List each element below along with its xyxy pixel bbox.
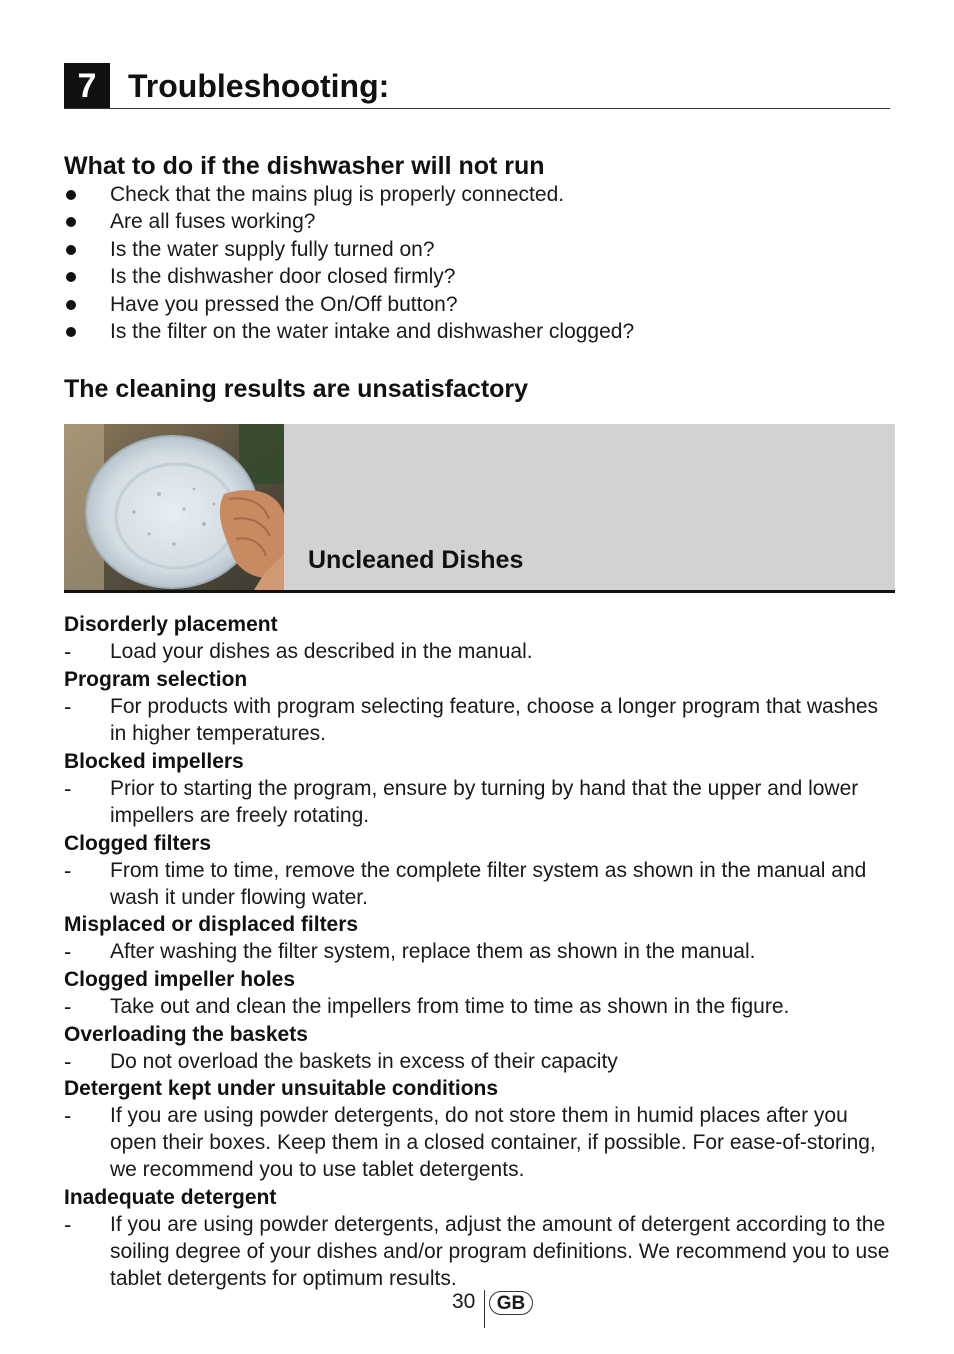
list-item <box>64 236 634 263</box>
dash-bullet: - <box>64 776 72 801</box>
list-item-text: Check that the mains plug is properly connected. <box>110 183 565 206</box>
section-text: - Load your dishes as described in the manual. <box>64 639 533 664</box>
section-text: - From time to time, remove the complete filter system as shown in the manual and wash it under flowing water. <box>64 858 867 909</box>
section-title: Program selection <box>64 668 248 691</box>
section-inadequate-detergent <box>64 1184 894 1292</box>
section-title: Overloading the baskets <box>64 1023 308 1046</box>
dash-bullet: - <box>64 994 72 1019</box>
list-item-text: Are all fuses working? <box>110 210 316 234</box>
list-item-text: Have you pressed the On/Off button? <box>110 292 458 316</box>
banner-title: Uncleaned Dishes <box>308 546 524 574</box>
chapter-number-badge: 7 <box>64 63 110 109</box>
dash-bullet: - <box>64 939 72 964</box>
section-text: - If you are using powder detergents, adjust the amount of detergent according to the soiling degree of your dishes and/or program definitions. We recommend you to use tablet detergents for optimum results. <box>64 1212 890 1290</box>
section-clogged-impeller-holes <box>64 966 894 1020</box>
not-run-heading: What to do if the dishwasher will not run <box>64 152 545 180</box>
dirty-plate-photo <box>64 424 284 590</box>
section-title: Clogged impeller holes <box>64 968 296 991</box>
section-text: - If you are using powder detergents, do not store them in humid places after you open their boxes. Keep them in a closed container, if possible. For ease-of-storing, we recommend you to use tablet detergents. <box>64 1103 876 1181</box>
list-item <box>64 318 634 345</box>
section-text: - Prior to starting the program, ensure by turning by hand that the upper and lower impellers are freely rotating. <box>64 776 859 827</box>
not-run-checklist <box>64 181 634 345</box>
dash-bullet: - <box>64 1103 72 1128</box>
list-item-text: Is the water supply fully turned on? <box>110 237 435 261</box>
section-disorderly-placement <box>64 611 894 665</box>
section-title: Clogged filters <box>64 832 212 855</box>
chapter-title: Troubleshooting: <box>128 68 390 104</box>
list-item <box>64 181 634 208</box>
list-item-text: Is the dishwasher door closed firmly? <box>110 265 456 289</box>
dash-bullet: - <box>64 694 72 719</box>
list-item <box>64 291 634 318</box>
page-number: 30 <box>452 1290 476 1313</box>
dash-bullet: - <box>64 1212 72 1237</box>
section-text: - After washing the filter system, replace them as shown in the manual. <box>64 939 756 964</box>
section-overloading-baskets <box>64 1021 894 1075</box>
list-item <box>64 208 634 235</box>
footer-divider <box>484 1290 485 1328</box>
section-misplaced-filters <box>64 911 894 965</box>
section-detergent-conditions <box>64 1075 894 1183</box>
bullet-icon <box>66 245 76 255</box>
dash-bullet: - <box>64 639 72 664</box>
section-title: Detergent kept under unsuitable conditions <box>64 1077 499 1100</box>
dash-bullet: - <box>64 858 72 883</box>
section-text: - Do not overload the baskets in excess of their capacity <box>64 1049 618 1074</box>
language-badge: GB <box>489 1291 533 1315</box>
bullet-icon <box>66 300 76 310</box>
section-title: Blocked impellers <box>64 750 244 773</box>
dash-bullet: - <box>64 1049 72 1074</box>
section-program-selection <box>64 666 894 747</box>
section-text: - For products with program selecting feature, choose a longer program that washes in higher temperatures. <box>64 694 879 745</box>
section-title: Disorderly placement <box>64 613 278 636</box>
section-blocked-impellers <box>64 748 894 829</box>
section-text: - Take out and clean the impellers from time to time as shown in the figure. <box>64 994 790 1019</box>
bullet-icon <box>66 327 76 337</box>
bullet-icon <box>66 190 76 200</box>
section-title: Misplaced or displaced filters <box>64 913 359 936</box>
bullet-icon <box>66 272 76 282</box>
list-item <box>64 263 634 290</box>
uncleaned-dishes-banner <box>64 424 895 593</box>
chapter-divider <box>64 108 890 109</box>
section-title: Inadequate detergent <box>64 1186 277 1209</box>
bullet-icon <box>66 217 76 227</box>
list-item-text: Is the filter on the water intake and dishwasher clogged? <box>110 319 635 343</box>
section-clogged-filters <box>64 830 894 911</box>
cleaning-heading: The cleaning results are unsatisfactory <box>64 375 529 403</box>
